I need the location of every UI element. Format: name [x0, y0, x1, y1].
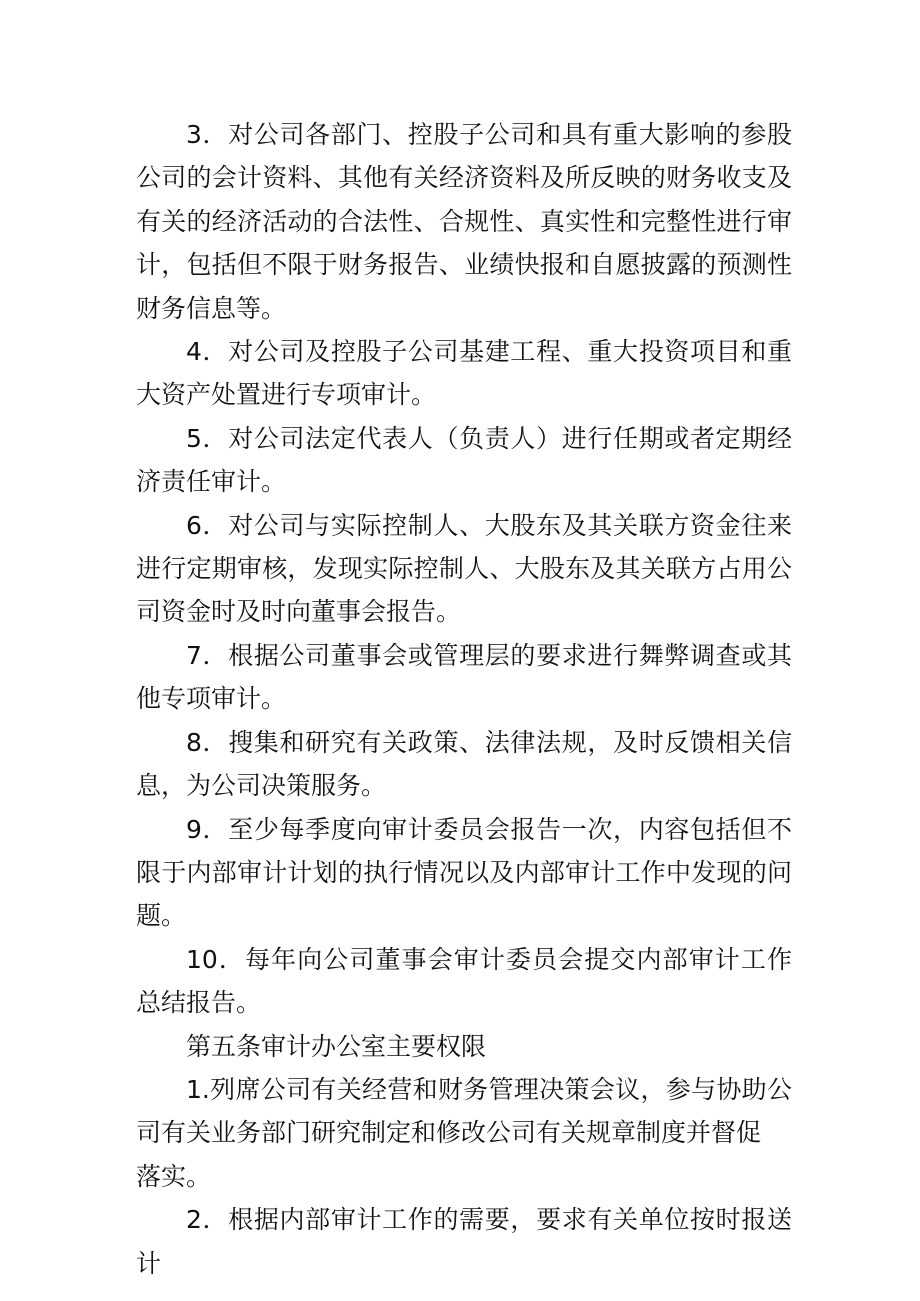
paragraph-item-7: 7．根据公司董事会或管理层的要求进行舞弊调查或其他专项审计。 [136, 640, 792, 714]
paragraph-item-4: 4．对公司及控股子公司基建工程、重大投资项目和重大资产处置进行专项审计。 [136, 337, 792, 410]
document-body [136, 113, 792, 1285]
paragraph-item-8: 8．搜集和研究有关政策、法律法规，及时反馈相关信息，为公司决策服务。 [136, 727, 792, 801]
paragraph-authority-2: 2．根据内部审计工作的需要，要求有关单位按时报送计 [136, 1205, 792, 1278]
section-heading-article-5: 第五条审计办公室主要权限 [186, 1031, 487, 1061]
paragraph-authority-1-continuation [136, 1155, 792, 1198]
paragraph-item-3: 3．对公司各部门、控股子公司和具有重大影响的参股公司的会计资料、其他有关经济资料及所反映的财务收支及有关的经济活动的合法性、合规性、真实性和完整性进行审计，包括但不限于财务报告、业绩快报和自愿披露的预测性财务信息等。 [136, 120, 792, 323]
paragraph-item-10: 10．每年向公司董事会审计委员会提交内部审计工作总结报告。 [136, 944, 792, 1018]
paragraph-item-6: 6．对公司与实际控制人、大股东及其关联方资金往来进行定期审核，发现实际控制人、大股东及其关联方占用公司资金时及时向董事会报告。 [136, 510, 792, 627]
paragraph-item-9: 9．至少每季度向审计委员会报告一次，内容包括但不限于内部审计计划的执行情况以及内部审计工作中发现的问题。 [136, 814, 792, 931]
paragraph-authority-1 [136, 1068, 792, 1155]
authority-1-line-a: 1.列席公司有关经营和财务管理决策会议，参与协助公司有关业务部门研究制定和修改公司有关规章制度并督促 [136, 1074, 792, 1148]
paragraph-item-5: 5．对公司法定代表人（负责人）进行任期或者定期经济责任审计。 [136, 423, 792, 497]
authority-1-line-b: 落实。 [136, 1161, 212, 1191]
